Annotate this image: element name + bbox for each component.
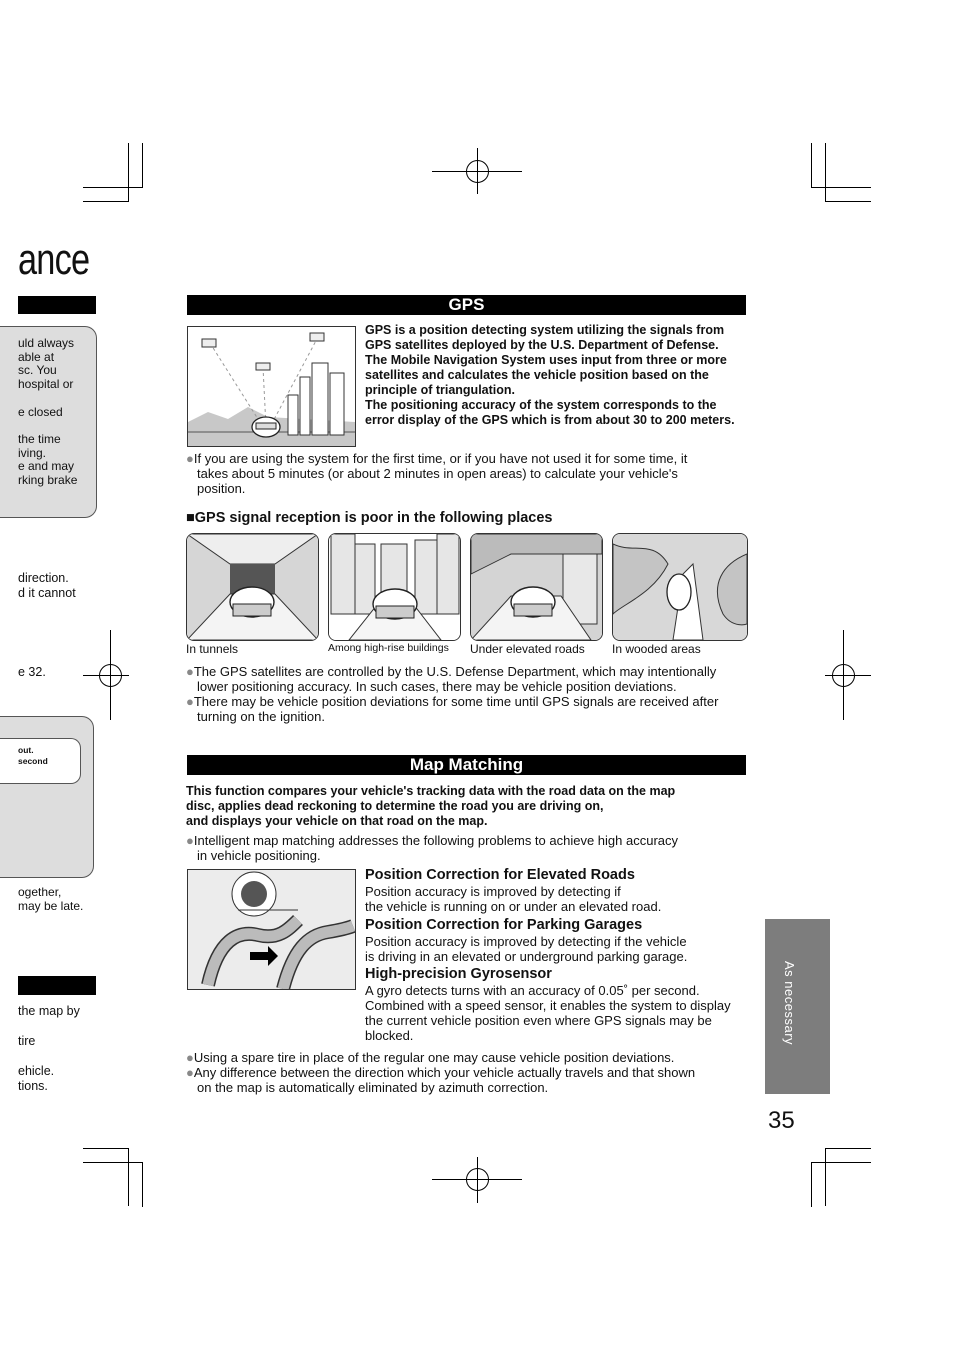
note-panel-fragment <box>0 716 94 878</box>
crop-mark <box>811 1162 871 1163</box>
panel-text-line: iving. <box>18 445 47 460</box>
gps-satellite-illustration <box>187 326 356 447</box>
gps-note-first-use: ●If you are using the system for the first time, or if you have not used it for some time, it takes about 5 minutes (or about 2 minutes in open areas) to calculate your vehicle's position. <box>186 451 688 496</box>
gps-note-ignition: ●There may be vehicle position deviations for some time until GPS signals are received after turning on the ignition. <box>186 694 719 724</box>
bullet-dot: ● <box>186 451 194 466</box>
section-bar-fragment <box>18 296 96 314</box>
azimuth-note: ●Any difference between the direction which your vehicle actually travels and that shown on the map is automatically eliminated by azimuth correction. <box>186 1065 696 1095</box>
text-fragment: e 32. <box>18 665 46 679</box>
square-bullet-icon: ■ <box>186 510 195 526</box>
place-caption: In wooded areas <box>612 642 701 656</box>
tunnel-illustration <box>186 533 319 641</box>
crop-mark <box>142 143 143 188</box>
spare-tire-note: ●Using a spare tire in place of the regular one may cause vehicle position deviations. <box>186 1050 675 1065</box>
panel-text-line: hospital or <box>18 377 74 392</box>
inner-box-text-line: second <box>18 756 48 766</box>
note-line: takes about 5 minutes (or about 2 minutes in open areas) to calculate your vehicle's <box>197 466 678 481</box>
fragment-text-line: direction. <box>18 571 69 585</box>
gps-intro-line: satellites and calculates the vehicle position based on the <box>365 368 709 382</box>
elevated-road-illustration <box>470 533 603 641</box>
fragment-text-line: tire <box>18 1034 36 1048</box>
crop-mark <box>825 201 871 202</box>
panel-text-line <box>18 392 77 406</box>
map-matching-intro-line: disc, applies dead reckoning to determine the road you are driving on, <box>186 799 604 813</box>
feature-parking-garages: Position Correction for Parking Garages Position accuracy is improved by detecting if the vehicle is driving in an elevated or underground parking garage. <box>365 917 688 964</box>
text-fragment <box>18 571 76 601</box>
gps-intro-line: GPS satellites deployed by the U.S. Department of Defense. <box>365 338 719 352</box>
text-fragment <box>18 1004 80 1094</box>
feature-elevated-roads: Position Correction for Elevated Roads Position accuracy is improved by detecting if the vehicle is running on or under an elevated road. <box>365 867 662 914</box>
crop-mark <box>83 1148 129 1149</box>
fragment-text-line: d it cannot <box>18 586 76 600</box>
gps-note-defense: ●The GPS satellites are controlled by the U.S. Defense Department, which may intentionally lower positioning accuracy. In such cases, there may be vehicle position deviations. <box>186 664 717 694</box>
crop-mark <box>83 187 143 188</box>
registration-circle <box>99 664 122 687</box>
panel-text-line: uld always <box>18 336 75 350</box>
map-matching-note: ●Intelligent map matching addresses the following problems to achieve high accuracy in vehicle positioning. <box>186 833 679 863</box>
fragment-text-line: may be late. <box>18 899 84 913</box>
place-caption: Under elevated roads <box>470 642 585 656</box>
fragment-text-line <box>18 1019 80 1034</box>
map-matching-illustration <box>187 869 356 990</box>
note-panel-fragment <box>0 326 97 518</box>
side-tab <box>765 919 830 1094</box>
poor-reception-heading: ■GPS signal reception is poor in the following places <box>186 510 553 526</box>
registration-circle <box>466 160 489 183</box>
feature-gyrosensor: High-precision Gyrosensor A gyro detects turns with an accuracy of 0.05˚ per second. Combined with a speed sensor, it enables the system to display the current vehicle position even where GPS signals may be blocked. <box>365 966 731 1043</box>
crop-mark <box>825 143 826 201</box>
fragment-text-line: ehicle. <box>18 1064 55 1078</box>
fragment-text-line: ogether, <box>18 885 62 899</box>
gps-intro-line: GPS is a position detecting system utilizing the signals from <box>365 323 725 337</box>
bullet-dot: ● <box>186 1050 194 1065</box>
page-number: 35 <box>768 1107 795 1134</box>
panel-text-line: the time <box>18 431 61 446</box>
bullet-dot: ● <box>186 664 194 679</box>
wooded-area-illustration <box>612 533 748 641</box>
text-fragment <box>18 885 83 913</box>
crop-mark <box>811 1162 812 1207</box>
note-line: position. <box>197 481 246 496</box>
gps-intro-line: error display of the GPS which is from about 30 to 200 meters. <box>365 413 735 427</box>
crop-mark <box>128 1148 129 1206</box>
map-matching-intro <box>186 784 675 829</box>
map-matching-intro-line: and displays your vehicle on that road on the map. <box>186 814 488 828</box>
crop-mark <box>83 201 129 202</box>
panel-text-line <box>18 419 77 433</box>
crop-mark <box>83 1162 143 1163</box>
inner-note-box <box>0 738 81 784</box>
section-bar-fragment <box>18 976 96 995</box>
gps-intro-text <box>365 323 755 428</box>
crop-mark <box>142 1162 143 1207</box>
place-caption: Among high-rise buildings <box>328 642 449 654</box>
map-matching-section-header: Map Matching <box>187 755 746 775</box>
bullet-dot: ● <box>186 833 194 848</box>
gps-intro-line: The Mobile Navigation System uses input from three or more <box>365 353 727 367</box>
panel-text-line: rking brake <box>18 473 78 488</box>
crop-mark <box>811 143 812 188</box>
high-rise-illustration <box>328 533 461 641</box>
fragment-text-line: the map by <box>18 1004 80 1018</box>
crop-mark <box>825 1148 826 1206</box>
gps-section-header: GPS <box>187 295 746 315</box>
registration-circle <box>832 664 855 687</box>
bullet-dot: ● <box>186 1065 194 1080</box>
panel-text-line: e closed <box>18 404 63 419</box>
panel-text-line: sc. You <box>18 363 57 378</box>
inner-box-text-line: out. <box>18 745 34 755</box>
gps-intro-line: The positioning accuracy of the system corresponds to the <box>365 398 717 412</box>
crop-mark <box>825 1148 871 1149</box>
crop-mark <box>128 143 129 201</box>
place-caption: In tunnels <box>186 642 239 656</box>
registration-circle <box>466 1168 489 1191</box>
fragment-text-line: tions. <box>18 1079 48 1093</box>
fragment-text-line <box>18 1049 80 1064</box>
map-matching-intro-line: This function compares your vehicle's tracking data with the road data on the map <box>186 784 676 798</box>
crop-mark <box>811 187 871 188</box>
page-title-fragment: ance <box>18 235 90 284</box>
panel-text-line: e and may <box>18 459 75 474</box>
panel-text-line: able at <box>18 349 55 364</box>
side-tab-label: As necessary <box>782 961 797 1046</box>
gps-intro-line: principle of triangulation. <box>365 383 515 397</box>
bullet-dot: ● <box>186 694 194 709</box>
